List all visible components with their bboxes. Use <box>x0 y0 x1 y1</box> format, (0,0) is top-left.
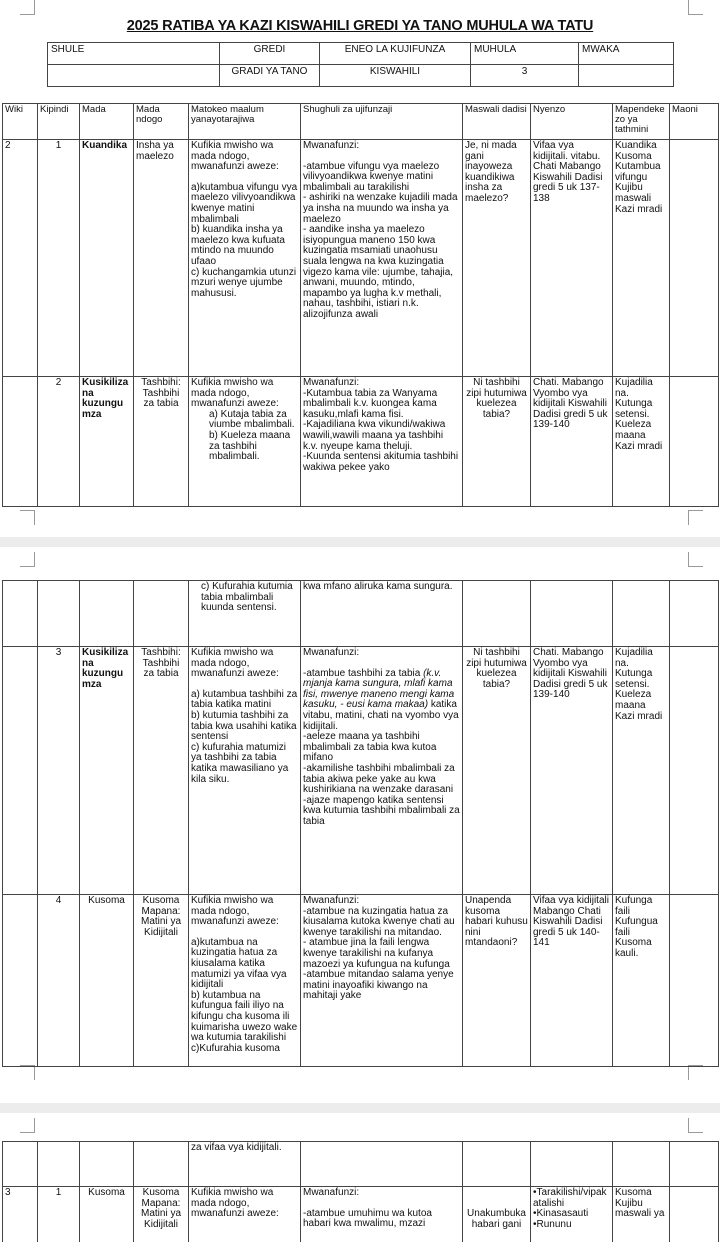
tathmini-cell: Kusoma Kujibu maswali ya <box>613 1187 670 1242</box>
page-corner-mark <box>688 552 703 567</box>
matokeo-line: Kufikia mwisho wa mada ndogo, mwanafunzi aweze: <box>191 895 279 928</box>
maswali-cell: Unakumbuka habari gani <box>463 1187 531 1242</box>
column-header: Mada ndogo <box>134 104 189 140</box>
matokeo-line: Kufikia mwisho wa mada ndogo, mwanafunzi aweze: <box>191 647 279 680</box>
nyenzo-cell <box>531 1187 613 1242</box>
tathmini-cell: Kujadilia na. Kutunga setensi. Kueleza maana Kazi mradi <box>613 377 670 507</box>
info-header: MUHULA <box>471 43 579 65</box>
info-header-row <box>48 43 674 65</box>
mada-cell: Kusikiliza na kuzungumza <box>80 377 134 507</box>
matokeo-line: b) kutumia tashbihi za tabia kwa usahihi katika sentensi <box>191 709 297 743</box>
table-row <box>3 377 719 507</box>
shughuli-line: Mwanafunzi: <box>303 377 360 388</box>
shughuli-cell: kwa mfano aliruka kama sungura. <box>301 581 463 647</box>
kipindi-cell: 1 <box>38 140 80 377</box>
column-header: Matokeo maalum yanayotarajiwa <box>189 104 301 140</box>
matokeo-line: a) Kutaja tabia za viumbe mbalimbali. <box>209 408 295 431</box>
matokeo-line: b) kuandika insha ya maelezo kwa kufuata mtindo na muundo ufaao <box>191 224 285 267</box>
shughuli-line: -Kajadiliana kwa vikundi/wakiwa wawili,wawili maana ya tashbihi k.v. nyeupe kama theluji. <box>303 419 446 452</box>
matokeo-line: Kufikia mwisho wa mada ndogo, mwanafunzi aweze: <box>191 140 279 173</box>
matokeo-cell: za vifaa vya kidijitali. <box>189 1142 301 1187</box>
info-header: ENEO LA KUJIFUNZA <box>320 43 471 65</box>
shughuli-line: - atambue jina la faili lengwa kwenye tarakilishi na kufanya mazoezi ya kufungua na kufunga <box>303 937 450 970</box>
shughuli-line: Mwanafunzi: <box>303 1187 360 1198</box>
kipindi-cell: 2 <box>38 377 80 507</box>
matokeo-line: b) Kueleza maana za tashbihi mbalimbali. <box>209 429 291 463</box>
page-corner-mark <box>20 1065 35 1080</box>
info-header: SHULE <box>48 43 220 65</box>
table-row <box>3 1187 719 1242</box>
matokeo-cell <box>189 647 301 895</box>
mada-ndogo-cell: Insha ya maelezo <box>134 140 189 377</box>
shughuli-line: Mwanafunzi: <box>303 647 360 658</box>
shughuli-line: -Kuunda sentensi akitumia tashbihi wakiwa pekee yako <box>303 451 459 473</box>
school-info-table <box>47 42 674 87</box>
maswali-cell: Unapenda kusoma habari kuhusu nini mtandaoni? <box>463 895 531 1067</box>
matokeo-cell <box>189 895 301 1067</box>
nyenzo-item: • Tarakilishi/vipakatalishi <box>533 1188 610 1209</box>
column-header-row <box>3 104 719 140</box>
nyenzo-item: • Rununu <box>533 1220 610 1231</box>
shughuli-line: -ajaze mapengo katika sentensi kwa kutumia tashbihi mbalimbali za tabia <box>303 794 460 827</box>
info-value <box>579 65 674 87</box>
page-corner-mark <box>20 1118 35 1133</box>
mada-ndogo-cell: Tashbihi: Tashbihi za tabia <box>134 377 189 507</box>
tathmini-cell: Kujadilia na. Kutunga setensi. Kueleza maana Kazi mradi <box>613 647 670 895</box>
table-row <box>3 895 719 1067</box>
column-header: Shughuli za ujifunzaji <box>301 104 463 140</box>
page-corner-mark <box>688 1065 703 1080</box>
wiki-cell <box>3 377 38 507</box>
maswali-cell: Je, ni mada gani inayoweza kuandikiwa insha za maelezo? <box>463 140 531 377</box>
info-value: KISWAHILI <box>320 65 471 87</box>
column-header: Mapendekezo ya tathmini <box>613 104 670 140</box>
info-value: 3 <box>471 65 579 87</box>
shughuli-line: -atambue mitandao salama yenye matini inayoafiki kiwango na mahitaji yake <box>303 969 454 1002</box>
maoni-cell <box>670 140 719 377</box>
info-value: GRADI YA TANO <box>220 65 320 87</box>
maoni-cell <box>670 647 719 895</box>
matokeo-line: b) kutambua na kufungua faili iliyo na kifungu cha kusoma ili kuimarisha uwezo wake wa kutumia tarakilishi <box>191 989 298 1044</box>
shughuli-line: -akamilishe tashbihi mbalimbali za tabia akiwa peke yake au kwa kushirikiana na wenzake darasani <box>303 762 455 796</box>
nyenzo-item: • Kinasasauti <box>533 1209 610 1220</box>
tathmini-cell: Kuandika Kusoma Kutambua vifungu Kujibu maswali Kazi mradi <box>613 140 670 377</box>
info-header: MWAKA <box>579 43 674 65</box>
shughuli-line: -atambue vifungu vya maelezo vilivyoandikwa kwenye matini mbalimbali au tarakilishi <box>303 160 440 193</box>
matokeo-cell <box>189 377 301 507</box>
tathmini-cell: Kufunga faili Kufungua faili Kusoma kauli. <box>613 895 670 1067</box>
shughuli-cell <box>301 647 463 895</box>
shughuli-line: Mwanafunzi: <box>303 895 360 906</box>
column-header: Maswali dadisi <box>463 104 531 140</box>
matokeo-cell <box>189 140 301 377</box>
page-corner-mark <box>20 552 35 567</box>
page-3 <box>0 1113 720 1242</box>
mada-cell: Kusoma <box>80 1187 134 1242</box>
page-corner-mark <box>20 510 35 525</box>
matokeo-line: a)kutambua vifungu vya maelezo vilivyoandikwa kwenye matini mbalimbali <box>191 181 298 225</box>
wiki-cell <box>3 647 38 895</box>
shughuli-cell <box>301 895 463 1067</box>
shughuli-line: - aandike insha ya maelezo isiyopungua maneno 150 kwa kuzingatia msamiati unaohusu suala lengwa na kwa kuzingatia vigezo kama vile: ujumbe, tahajia, anwani, muundo, mtindo, mapambo ya lugha k.v methali, nahau, tashbihi, istiari n.k. <box>303 224 454 310</box>
column-header: Mada <box>80 104 134 140</box>
maoni-cell <box>670 895 719 1067</box>
shughuli-cell <box>301 1187 463 1242</box>
scheme-table-continued <box>2 580 719 1067</box>
shughuli-line <box>303 669 460 733</box>
column-header: Nyenzo <box>531 104 613 140</box>
page-corner-mark <box>20 0 35 15</box>
page-1 <box>0 0 720 537</box>
shughuli-text: -atambue tashbihi za tabia <box>303 667 421 679</box>
shughuli-italic-examples: (k.v. mjanja kama sungura, mlafi kama fisi, mwenye maneno mengi kama kasuku, - eusi kama makaa) <box>303 667 455 711</box>
kipindi-cell: 4 <box>38 895 80 1067</box>
shughuli-line: -aeleze maana ya tashbihi mbalimbali za tabia kwa kutoa mifano <box>303 731 437 764</box>
shughuli-line: -atambue na kuzingatia hatua za kiusalama kutoka kwenye chati au kwenye tarakilishi na mitandao. <box>303 905 455 938</box>
matokeo-line: a)kutambua na kuzingatia hatua za kiusalama katika matumizi ya vifaa vya kidijitali <box>191 936 287 991</box>
page-corner-mark <box>688 510 703 525</box>
column-header: Kipindi <box>38 104 80 140</box>
matokeo-line: Kufikia mwisho wa mada ndogo, mwanafunzi aweze: <box>191 377 279 410</box>
maoni-cell <box>670 1187 719 1242</box>
matokeo-line: a) kutambua tashbihi za tabia katika matini <box>191 688 298 711</box>
scheme-table <box>2 103 719 507</box>
shughuli-line: -atambue umuhimu wa kutoa habari kwa mwalimu, mzazi <box>303 1207 432 1230</box>
shughuli-line: -Kutambua tabia za Wanyama mbalimbali k.v. kuongea kama kasuku,mlafi kama fisi. <box>303 387 438 420</box>
column-header: Wiki <box>3 104 38 140</box>
shughuli-cell <box>301 377 463 507</box>
info-value-row <box>48 65 674 87</box>
nyenzo-cell: Vifaa vya kidijitali Mabango Chati Kiswahili Dadisi gredi 5 uk 140-141 <box>531 895 613 1067</box>
mada-ndogo-cell: Kusoma Mapana: Matini ya Kidijitali <box>134 895 189 1067</box>
mada-cell: Kuandika <box>80 140 134 377</box>
table-row <box>3 581 719 647</box>
page-corner-mark <box>688 1118 703 1133</box>
page-corner-mark <box>688 0 703 15</box>
nyenzo-cell: Chati. Mabango Vyombo vya kidijitali Kiswahili Dadisi gredi 5 uk 139-140 <box>531 647 613 895</box>
matokeo-line: c) kuchangamkia utunzi mzuri wenye ujumbe mahususi. <box>191 266 297 299</box>
kipindi-cell: 1 <box>38 1187 80 1242</box>
table-row <box>3 1142 719 1187</box>
mada-cell: Kusoma <box>80 895 134 1067</box>
scheme-table-continued <box>2 1141 719 1242</box>
shughuli-line: - ashiriki na wenzake kujadili mada ya insha na muundo wa insha ya maelezo <box>303 192 458 225</box>
kipindi-cell: 3 <box>38 647 80 895</box>
wiki-cell: 2 <box>3 140 38 377</box>
shughuli-line: Mwanafunzi: <box>303 140 360 151</box>
page-2 <box>0 547 720 1103</box>
maswali-cell: Ni tashbihi zipi hutumiwa kuelezea tabia? <box>463 377 531 507</box>
maoni-cell <box>670 377 719 507</box>
matokeo-cell: c) Kufurahia kutumia tabia mbalimbali kuunda sentensi. <box>189 581 301 647</box>
info-header: GREDI <box>220 43 320 65</box>
matokeo-line: c) kufurahia matumizi ya tashbihi za tabia katika mawasiliano ya kila siku. <box>191 741 289 785</box>
wiki-cell: 3 <box>3 1187 38 1242</box>
mada-cell: Kusikiliza na kuzungumza <box>80 647 134 895</box>
mada-ndogo-cell: Kusoma Mapana: Matini ya Kidijitali <box>134 1187 189 1242</box>
info-value <box>48 65 220 87</box>
mada-ndogo-cell: Tashbihi: Tashbihi za tabia <box>134 647 189 895</box>
wiki-cell <box>3 895 38 1067</box>
matokeo-cell: Kufikia mwisho wa mada ndogo, mwanafunzi aweze: <box>189 1187 301 1242</box>
nyenzo-cell: Vifaa vya kidijitali. vitabu. Chati Mabango Kiswahili Dadisi gredi 5 uk 137-138 <box>531 140 613 377</box>
document-title: 2025 RATIBA YA KAZI KISWAHILI GREDI YA TANO MUHULA WA TATU <box>126 18 594 34</box>
maswali-cell: Ni tashbihi zipi hutumiwa kuelezea tabia? <box>463 647 531 895</box>
matokeo-line: c)Kufurahia kusoma <box>191 1042 280 1054</box>
shughuli-text: katika vitabu, matini, chati na vyombo vya kidijitali. <box>303 699 459 732</box>
column-header: Maoni <box>670 104 719 140</box>
nyenzo-cell: Chati. Mabango Vyombo vya kidijitali Kiswahili Dadisi gredi 5 uk 139-140 <box>531 377 613 507</box>
shughuli-cell <box>301 140 463 377</box>
shughuli-line: alizojifunza awali <box>303 308 379 320</box>
table-row <box>3 647 719 895</box>
table-row <box>3 140 719 377</box>
